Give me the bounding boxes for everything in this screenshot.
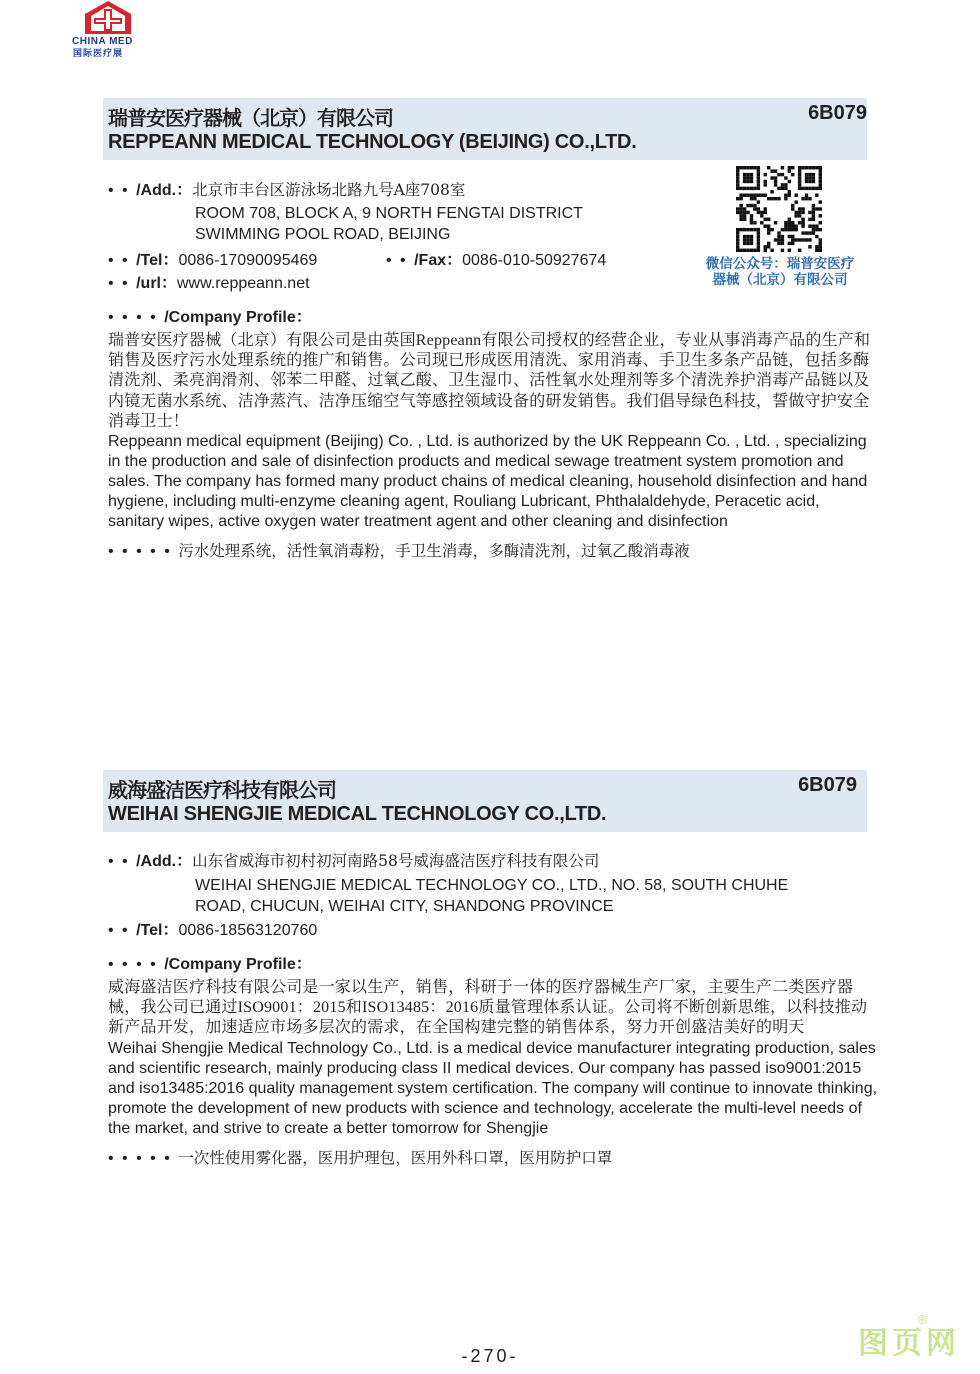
bullet-icon: • • [108,275,137,292]
bullet-icon: • • • • • [108,1150,179,1167]
address-en-2: SWIMMING POOL ROAD, BEIJING [195,226,451,243]
fax-row: • • /Fax：0086-010-50927674 [386,252,607,269]
products-row [108,1147,612,1170]
tel-value: 0086-17090095469 [178,252,318,269]
address-en-1: ROOM 708, BLOCK A, 9 NORTH FENGTAI DISTRICT [195,205,583,222]
china-med-logo [70,0,150,58]
url-link[interactable]: www.reppeann.net [177,275,310,292]
address-en-2: ROAD, CHUCUN, WEIHAI CITY, SHANDONG PROVINCE [195,898,614,915]
booth-number: 6B079 [808,102,867,124]
company-name-en: REPPEANN MEDICAL TECHNOLOGY (BEIJING) CO.,LTD. [108,131,637,153]
profile-cn: 瑞普安医疗器械（北京）有限公司是由英国Reppeann有限公司授权的经营企业，专业从事消毒产品的生产和销售及医疗污水处理系统的推广和销售。公司现已形成医用清洗、家用消毒、手卫生多条产品链，包括多酶清洗剂、柔亮润滑剂、邻苯二甲醛、过氧乙酸、卫生湿巾、活性氧水处理剂等多个清洗养护消毒产品链以及内镜无菌水系统、洁净蒸汽、洁净压缩空气等感控领域设备的研发销售。我们倡导绿色科技，誓做守护安全消毒卫士！ [108,332,871,430]
qr-code-icon[interactable] [736,166,822,252]
address-row: • • /Add.：北京市丰台区游泳场北路九号A座708室 [108,181,466,199]
company-name-en: WEIHAI SHENGJIE MEDICAL TECHNOLOGY CO.,LTD. [108,803,607,825]
logo-text-cn: 国际医疗展 [73,49,124,59]
products: 一次性使用雾化器，医用护理包，医用外科口罩，医用防护口罩 [178,1149,613,1167]
profile-en: Reppeann medical equipment (Beijing) Co. , Ltd. is authorized by the UK Reppeann Co. , Ltd. , specializing in the production and sale of disinfection products and medical sewage treatment system promotion and sales. The company has formed many product chains of medical cleaning, household disinfection and hand hygiene, including multi-enzyme cleaning agent, Rouliang Lubricant, Phthalaldehyde, Peracetic acid, sanitary wipes, active oxygen water treatment agent and other cleaning and disinfection [108,433,868,530]
tel-value: 0086-18563120760 [178,922,318,939]
url-row: • • /url：www.reppeann.net [108,275,310,292]
tel-row: • • /Tel：0086-17090095469 [108,252,318,269]
bullet-icon: • • [108,922,137,939]
profile-cn: 威海盛洁医疗科技有限公司是一家以生产，销售，科研于一体的医疗器械生产厂家，主要生产二类医疗器械，我公司已通过ISO9001：2015和ISO13485：2016质量管理体系认证。公司将不断创新思维，以科技推动新产品开发，加速适应市场多层次的需求，在全国构建完整的销售体系，努力开创盛洁美好的明天 [108,979,868,1037]
watermark: 图页网 [858,1326,960,1361]
page-number: -270- [461,1346,519,1366]
products-row [108,540,690,563]
fax-value: 0086-010-50927674 [462,252,607,269]
bullet-icon: • • • • [108,956,165,973]
tel-row: • • /Tel：0086-18563120760 [108,922,318,939]
logo-text-en: CHINA MED [72,36,133,47]
products: 污水处理系统，活性氧消毒粉，手卫生消毒，多酶清洗剂，过氧乙酸消毒液 [178,542,690,560]
registered-mark: ® [918,1312,928,1327]
bullet-icon: • • [108,252,137,269]
booth-number: 6B079 [798,774,857,796]
company-header [103,770,867,832]
qr-caption: 微信公众号：瑞普安医疗 器械（北京）有限公司 [705,256,855,288]
profile-label-row: • • • • /Company Profile： [108,956,312,973]
address-en-1: WEIHAI SHENGJIE MEDICAL TECHNOLOGY CO., LTD., NO. 58, SOUTH CHUHE [195,877,789,894]
bullet-icon: • • • • • [108,543,179,560]
bullet-icon: • • • • [108,309,165,326]
address-row: • • /Add.：山东省威海市初村初河南路58号威海盛洁医疗科技有限公司 [108,852,600,870]
profile-label-row: • • • • /Company Profile： [108,309,312,326]
bullet-icon: • • [108,182,137,199]
logo-house-icon [70,0,150,36]
bullet-icon: • • [108,853,137,870]
company-name-cn: 威海盛洁医疗科技有限公司 [108,778,336,802]
company-name-cn: 瑞普安医疗器械（北京）有限公司 [108,106,393,130]
profile-en: Weihai Shengjie Medical Technology Co., Ltd. is a medical device manufacturer integrating production, sales and scientific research, mainly producing class II medical devices. Our company has passed iso9001:2015 and iso13485:2016 quality management system certification. The company will continue to innovate thinking, promote the development of new products with science and technology, accelerate the multi-level needs of the market, and strive to create a better tomorrow for Shengjie [108,1040,878,1137]
address-cn: 山东省威海市初村初河南路58号威海盛洁医疗科技有限公司 [192,852,600,870]
address-cn: 北京市丰台区游泳场北路九号A座708室 [192,181,466,199]
company-header [103,98,867,160]
bullet-icon: • • [386,252,415,269]
